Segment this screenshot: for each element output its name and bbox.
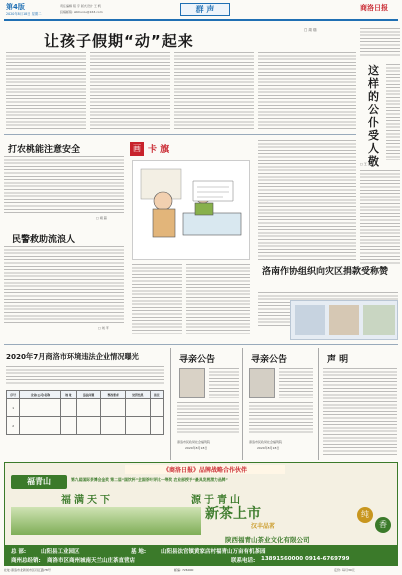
- ad-product: 新茶上市: [205, 506, 261, 522]
- brand-logo: [11, 475, 67, 489]
- cartoon-image: [132, 160, 250, 260]
- ad-contact-bar: [5, 545, 397, 565]
- shop-value: 商洛市区商州城南天兰山庄茶直营店: [47, 558, 136, 564]
- main-title: 让孩子假期“动”起来: [44, 32, 194, 50]
- masthead: [0, 0, 402, 22]
- col-header: 处罚结果: [126, 391, 151, 399]
- cartoon-label-text: 画: [133, 144, 141, 153]
- table-cell: 1: [7, 399, 20, 417]
- base-label: 基 地:: [131, 549, 147, 555]
- table-cell: 2: [7, 417, 20, 435]
- tel-value: 13891560000 0914-6769799: [261, 556, 350, 562]
- ad-product-sub: 汉丰品茗: [251, 523, 276, 530]
- col-header: 整改要求: [101, 391, 126, 399]
- table-row: [7, 399, 164, 417]
- page-footer: [4, 567, 398, 574]
- main-article: [4, 24, 358, 134]
- badge-fragrant: [375, 517, 391, 533]
- cartoon-caption: 卡 旗: [148, 145, 170, 155]
- footer-price: 定价: 每月30元: [334, 568, 355, 572]
- ad-company: 陕西福青山茶业文化有限公司: [225, 536, 310, 544]
- notice-3: [318, 348, 398, 460]
- col-header: 企业(公司)名称: [20, 391, 61, 399]
- notice-1: [170, 348, 240, 460]
- paper-name: 商洛日报: [360, 4, 388, 12]
- table-row: [7, 417, 164, 435]
- env-title: 2020年7月商洛市环境违法企业情况曝光: [6, 352, 139, 361]
- notice-1-date: 2020年8月18日: [185, 446, 208, 450]
- column-banner: [180, 3, 230, 16]
- col-header: 地 址: [61, 391, 76, 399]
- env-table-header: [7, 391, 164, 399]
- brand-name: 福青山: [27, 477, 51, 486]
- traffic-article: [4, 138, 124, 226]
- cartoon-label: [130, 142, 144, 156]
- donation-title: 洛南作协组织向灾区捐款受称赞: [262, 267, 389, 277]
- hq-value: 山阳县工业园区: [41, 549, 80, 555]
- notice-2-photo: [249, 368, 275, 398]
- notice-2: [242, 348, 316, 460]
- rescue-title: 民警救助流浪人: [12, 235, 76, 245]
- base-value: 山阳县法官镇黄家店村福青山万亩有机茶园: [161, 549, 266, 555]
- tea-ad: [4, 462, 398, 566]
- notice-1-photo: [179, 368, 205, 398]
- badge-fragrant-text: 香: [379, 520, 387, 529]
- rescue-article: [4, 228, 124, 334]
- notice-2-date: 2020年8月18日: [257, 446, 280, 450]
- page-number: 第4版: [6, 3, 25, 11]
- env-table: [6, 390, 164, 435]
- ad-slogan-1: 福满天下: [61, 495, 113, 506]
- side-article: [360, 24, 400, 264]
- badge-pure: [357, 507, 373, 523]
- side-title: 这样的公仆受人敬: [368, 64, 379, 168]
- tea-field-image: [11, 507, 201, 535]
- notice-1-footer: 商洛市民政局社会福利院: [177, 440, 211, 444]
- traffic-byline: □ 胡 超: [96, 216, 107, 220]
- footer-postcode: 邮编: 726000: [174, 568, 194, 572]
- badge-pure-text: 纯: [361, 510, 369, 519]
- rescue-byline: □ 刘 平: [98, 326, 109, 330]
- side-byline: □ 王 远: [360, 162, 371, 166]
- ad-slogan-2: 源于青山: [191, 495, 243, 506]
- shop-label: 商州总经销:: [11, 558, 41, 564]
- notice-1-title: 寻亲公告: [179, 355, 216, 365]
- col-header: 备注: [150, 391, 163, 399]
- email-line: 投稿邮箱: slbhuxiu@163.com: [60, 10, 103, 14]
- notice-3-title: 声 明: [327, 355, 349, 365]
- issue-date: 2020年8月18日 星期二: [6, 12, 42, 16]
- notice-2-title: 寻亲公告: [251, 355, 288, 365]
- hq-label: 总 部:: [11, 549, 27, 555]
- cartoon-block: [128, 140, 254, 336]
- col-header: 序号: [7, 391, 20, 399]
- traffic-title: 打农桃能注意安全: [8, 145, 81, 155]
- main-byline: □ 周 瑞: [304, 28, 317, 32]
- footer-address: 社址:商洛市北新街市区丹江路78号: [4, 568, 51, 572]
- ad-top-line: 《商洛日报》品牌战略合作伙伴: [125, 465, 285, 474]
- ad-subline: 第九届国际茶博会金奖 第二届“国饮杯”全国茶叶评比一等奖 农业部授予“最具发展潜力品牌”: [71, 477, 228, 482]
- column-name: 群 声: [195, 5, 215, 14]
- env-section: [4, 348, 166, 460]
- photo-ad: [290, 300, 398, 340]
- notice-2-footer: 商洛市民政局社会福利院: [249, 440, 283, 444]
- meta-line: 责任编辑 程 宇 版式设计 王 帆: [60, 4, 101, 8]
- tel-label: 联系电话:: [231, 558, 256, 564]
- col-header: 违法问题: [76, 391, 101, 399]
